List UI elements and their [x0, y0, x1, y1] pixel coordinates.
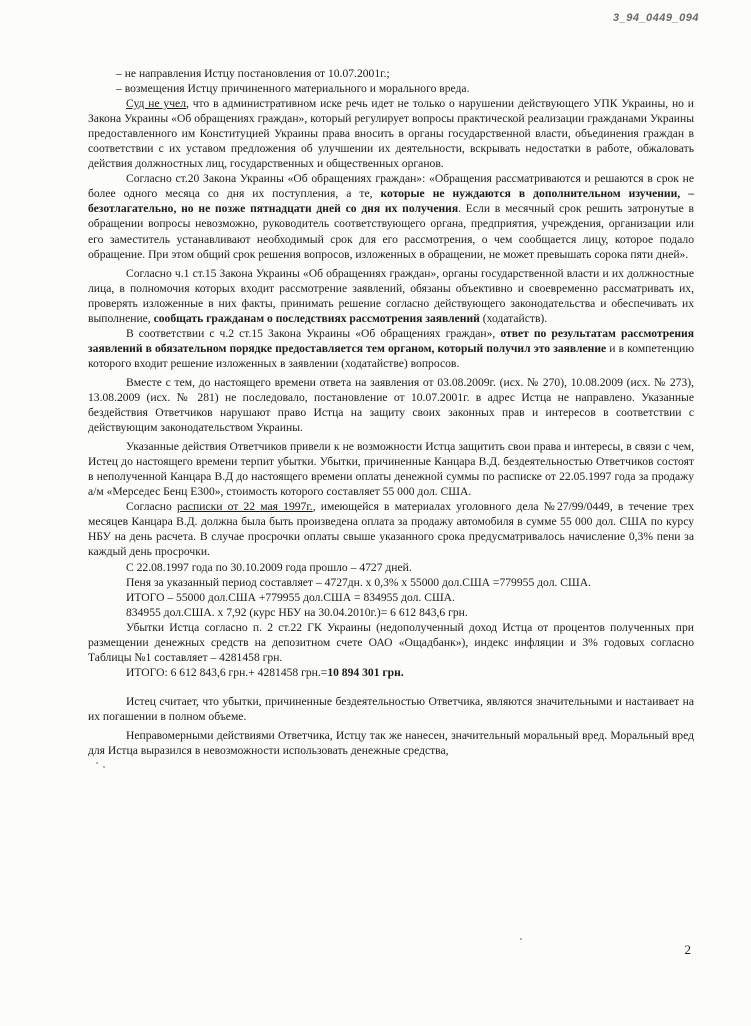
calc-line [88, 605, 694, 620]
text-run: Неправомерными действиями Ответчика, Истцу так же нанесен, значительный моральный вред. Моральный вред для Истца выразился в невозможности использовать денежные средства, [88, 728, 694, 758]
page-number: 2 [684, 942, 691, 957]
total-line [88, 665, 694, 680]
scan-speck [103, 766, 105, 768]
text-run: , что в административном иске речь идет не только о нарушении действующего УПК Украины, но и Закона Украины «Об обращениях граждан», который регулирует вопросы практической реализации гражданами Украины предоставленного им Конституцией Украины права вносить в органы государственной власти, объединения граждан в соответствии с их уставом предложения об улучшении их деятельности, вскрывать недостатки в работе, обжаловать действия должностных лиц, государственных и общественных органов. [88, 97, 695, 171]
calc-line [88, 575, 694, 590]
paragraph [88, 694, 694, 724]
bold-text: сообщать гражданам о последствиях рассмотрения заявлений [153, 311, 480, 325]
list-item [88, 66, 694, 81]
paragraph [88, 375, 694, 435]
calc-line [88, 590, 694, 605]
text-run: С 22.08.1997 года по 30.10.2009 года прошло – 4727 дней. [126, 560, 412, 574]
text-line: – возмещения Истцу причиненного материального и морального вреда. [116, 82, 470, 96]
text-run: Вместе с тем, до настоящего времени ответа на заявления от 03.08.2009г. (исх. № 270), 10.08.2009 (исх. № 273), 13.08.2009 (исх. № 281) не последовало, постановление от 10.07.2001г. в адрес Истца не направлено. Указанные бездействия Ответчиков нарушают право Истца на защиту своих законных прав и интересов в соответствии с действующим законодательством Украины. [88, 375, 694, 435]
paragraph [88, 728, 694, 758]
text-run: ИТОГО: 6 612 843,6 грн.+ 4281458 грн.= [126, 665, 328, 679]
calc-line [88, 560, 694, 575]
text-run: Согласно ч.1 ст.15 Закона Украины «Об обращениях граждан», органы государственной власти и их должностные лица, в полномочия которых входит рассмотрение заявлений, обязаны объективно и своевременно рассматривать их, проверять изложенные в них факты, принимать решение согласно действующего законодательства и обеспечивать их выполнение, [88, 266, 694, 325]
underlined-text: Суд не учел [126, 97, 186, 111]
text-run: Пеня за указанный период составляет – 4727дн. х 0,3% х 55000 дол.США =779955 дол. США. [126, 575, 591, 589]
paragraph [88, 499, 694, 559]
paragraph [88, 439, 694, 499]
text-run: (ходатайств). [479, 311, 548, 325]
text-run: Согласно [126, 500, 177, 514]
paragraph [88, 266, 694, 326]
text-line: – не направления Истцу постановления от 10.07.2001г.; [116, 67, 390, 80]
underlined-text: расписки от 22 мая 1997г. [176, 500, 313, 514]
text-run: , имеющейся в материалах уголовного дела №27/99/0449, в течение трех месяцев Канцара В.Д. должна была быть произведена оплата за продажу автомобиля в сумме 55 000 дол. США по курсу НБУ на день расчета. В случае просрочки оплаты свыше указанного срока предусматривалось начисление 0,3% пени за каждый день просрочки. [88, 500, 694, 559]
bold-text: ответ по результатам рассмотрения заявлений в обязательном порядке предоставляется тем органом, который получил это заявление [88, 326, 694, 355]
bold-text: которые не нуждаются в дополнительном изучении, – безотлагательно, но не позже пятнадцати дней со дня их получения [88, 187, 694, 216]
text-run: и в компетенцию которого входит решение изложенных в заявлении (ходатайстве) вопросов. [88, 341, 694, 370]
paragraph [88, 171, 694, 261]
text-run: ИТОГО – 55000 дол.США +779955 дол.США = 834955 дол. США. [126, 590, 455, 604]
text-run: Указанные действия Ответчиков привели к не возможности Истца защитить свои права и интересы, в связи с чем, Истец до настоящего времени терпит убытки. Убытки, причиненные Канцара В.Д. бездеятельностью Ответчиков состоят в неполученной Канцара В.Д до настоящего времени оплаты денежной суммы по расписке от 22.05.1997 года за продажу а/м «Мерседес Бенц Е300», стоимость которого составляет 55 000 дол. США. [88, 440, 694, 499]
scan-speck [96, 762, 98, 764]
text-run: В соответствии с ч.2 ст.15 Закона Украины «Об обращениях граждан», [126, 326, 501, 340]
paragraph [88, 326, 694, 371]
text-run: Согласно ст.20 Закона Украины «Об обращениях граждан»: «Обращения рассматриваются и решаются в срок не более одного месяца со дня их поступления, а те, [88, 172, 694, 201]
text-run: . Если в месячный срок решить затронутые в обращении вопросы невозможно, руководитель соответствующего органа, предприятия, учреждения, организации или его заместитель устанавливают необходимый срок для его рассмотрения, о чем сообщается лицу, которое подало обращение. При этом общий срок решения вопросов, изложенных в обращении, не может превышать сорока пяти дней». [88, 202, 694, 261]
text-run: 834955 дол.США. х 7,92 (курс НБУ на 30.04.2010г.)= 6 612 843,6 грн. [126, 605, 468, 619]
calc-line [88, 620, 694, 665]
bold-text: 10 894 301 грн. [327, 665, 404, 679]
text-run: Истец считает, что убытки, причиненные бездеятельностью Ответчика, являются значительными и настаивает на их погашении в полном объеме. [88, 694, 694, 723]
text-run: Убытки Истца согласно п. 2 ст.22 ГК Украины (недополученный доход Истца от процентов полученных при размещении денежных средств на депозитном счете ОАО «Ощадбанк»), индекс инфляции и 3% годовых согласно Таблицы №1 составляет – 4281458 грн. [88, 620, 694, 664]
archive-stamp: 3_94_0449_094 [612, 12, 699, 24]
document-body [88, 66, 694, 758]
paragraph [88, 96, 694, 171]
scan-speck [520, 938, 522, 940]
list-item [88, 81, 694, 96]
